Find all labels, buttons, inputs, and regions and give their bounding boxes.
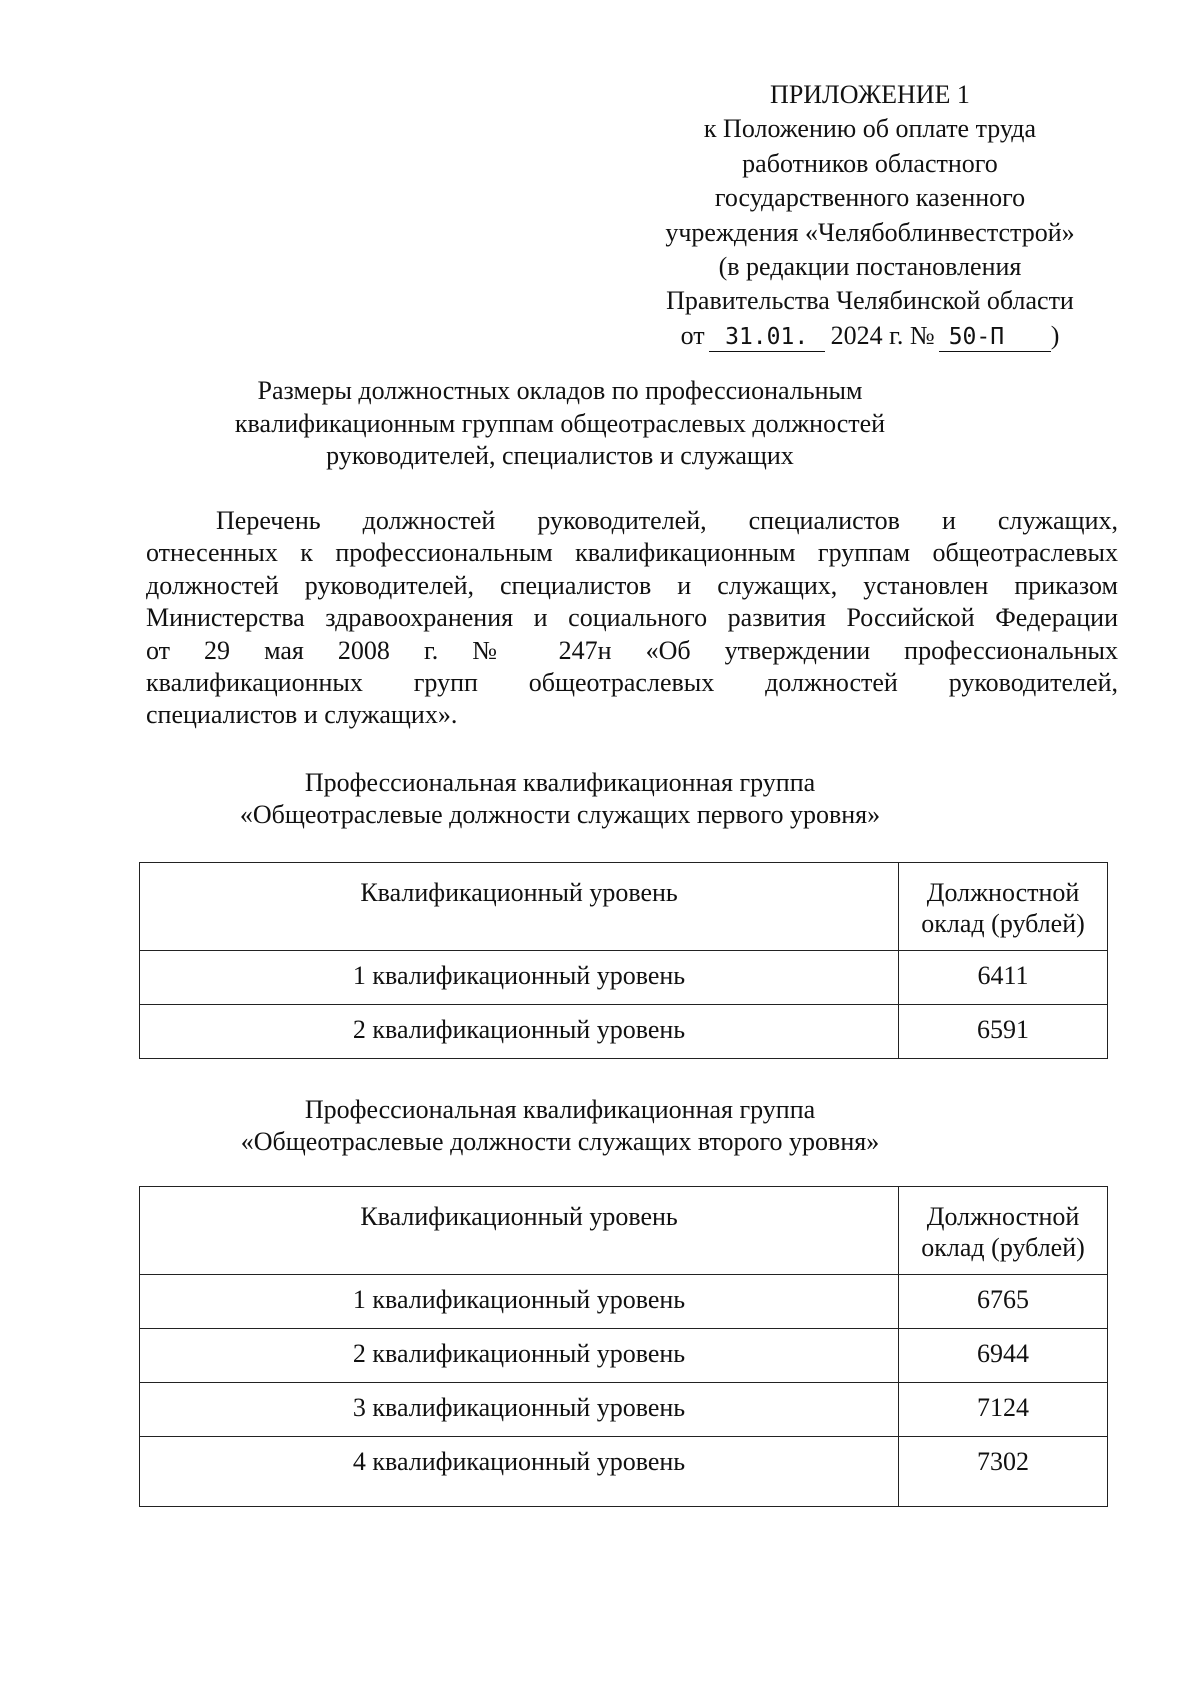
- col-header-level: Квалификационный уровень: [140, 863, 899, 951]
- level-cell: 1 квалификационный уровень: [140, 1275, 899, 1329]
- level-cell: 2 квалификационный уровень: [140, 1005, 899, 1059]
- appendix-line: (в редакции постановления: [718, 252, 1022, 282]
- year-text: 2024 г. №: [830, 320, 935, 350]
- salary-cell: 7124: [899, 1383, 1108, 1437]
- table-row: [140, 1383, 1108, 1437]
- salary-cell: 6591: [899, 1005, 1108, 1059]
- group-heading-line: «Общеотраслевые должности служащих второго уровня»: [240, 1127, 880, 1156]
- group-heading-line: «Общеотраслевые должности служащих первого уровня»: [239, 800, 881, 829]
- paragraph-line: от 29 мая 2008 г. № 247н «Об утверждении профессиональных: [146, 635, 1118, 665]
- group-heading-first-level: [140, 767, 980, 831]
- group-heading-line: Профессиональная квалификационная группа: [304, 768, 816, 797]
- table-row: [140, 951, 1108, 1005]
- level-cell: 3 квалификационный уровень: [140, 1383, 899, 1437]
- body-paragraph: [146, 505, 1118, 732]
- group-heading-line: Профессиональная квалификационная группа: [304, 1095, 816, 1124]
- appendix-header: [640, 78, 1100, 353]
- appendix-line: к Положению об оплате труда: [703, 114, 1037, 144]
- paragraph-line: отнесенных к профессиональным квалификационным группам общеотраслевых: [146, 538, 1118, 568]
- table-header-row: [140, 863, 1108, 951]
- group-heading-second-level: [140, 1094, 980, 1158]
- paragraph-line: должностей руководителей, специалистов и служащих, установлен приказом: [146, 570, 1118, 600]
- salary-cell: 6944: [899, 1329, 1108, 1383]
- col-header-salary: [899, 863, 1108, 951]
- salary-table-second-level: [139, 1186, 1108, 1507]
- appendix-line: государственного казенного: [714, 183, 1026, 213]
- table-row: [140, 1275, 1108, 1329]
- title-line: руководителей, специалистов и служащих: [326, 441, 794, 470]
- appendix-date-line: [640, 319, 1100, 353]
- appendix-line: учреждения «Челябоблинвестстрой»: [665, 217, 1075, 247]
- paragraph-line: квалификационных групп общеотраслевых должностей руководителей,: [146, 668, 1118, 698]
- date-prefix: от: [680, 320, 705, 350]
- level-cell: 2 квалификационный уровень: [140, 1329, 899, 1383]
- paragraph-line: Перечень должностей руководителей, специалистов и служащих,: [216, 506, 1118, 535]
- paragraph-line: Министерства здравоохранения и социального развития Российской Федерации: [146, 603, 1118, 633]
- paragraph-line: специалистов и служащих».: [146, 700, 458, 730]
- col-header-level: Квалификационный уровень: [140, 1187, 899, 1275]
- col-header-salary-line: Должностной: [926, 878, 1080, 907]
- date-filled: 31.01.: [709, 323, 825, 352]
- col-header-salary-line: оклад (рублей): [921, 1233, 1085, 1262]
- table-header-row: [140, 1187, 1108, 1275]
- col-header-salary-line: оклад (рублей): [921, 909, 1085, 938]
- appendix-line: Правительства Челябинской области: [666, 286, 1074, 316]
- document-title: [140, 375, 980, 473]
- col-header-salary-line: Должностной: [926, 1202, 1080, 1231]
- level-cell: 4 квалификационный уровень: [140, 1437, 899, 1507]
- title-line: Размеры должностных окладов по профессиональным: [257, 376, 863, 405]
- title-line: квалификационным группам общеотраслевых должностей: [234, 408, 886, 438]
- salary-cell: 6411: [899, 951, 1108, 1005]
- level-cell: 1 квалификационный уровень: [140, 951, 899, 1005]
- table-row: [140, 1005, 1108, 1059]
- table-row: [140, 1437, 1108, 1507]
- closing-paren: ): [1050, 320, 1060, 350]
- appendix-title: ПРИЛОЖЕНИЕ 1: [770, 80, 970, 109]
- salary-cell: 7302: [899, 1437, 1108, 1507]
- table-row: [140, 1329, 1108, 1383]
- number-filled: 50-П: [939, 323, 1051, 352]
- appendix-line: работников областного: [742, 148, 998, 178]
- salary-cell: 6765: [899, 1275, 1108, 1329]
- col-header-salary: [899, 1187, 1108, 1275]
- salary-table-first-level: [139, 862, 1108, 1059]
